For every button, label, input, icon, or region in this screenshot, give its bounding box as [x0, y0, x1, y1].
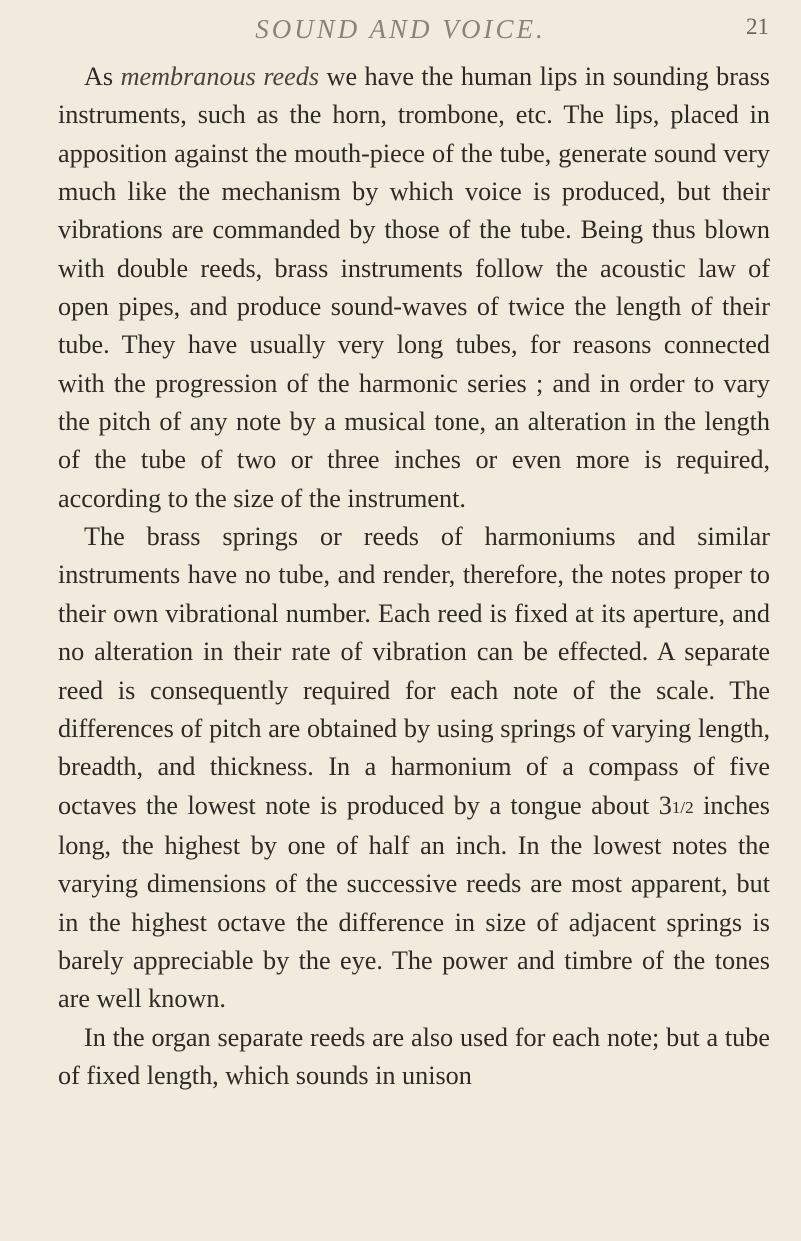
- running-head: [0, 14, 801, 44]
- emphasized-term: membranous reeds: [120, 62, 320, 91]
- paragraph-text: The brass springs or reeds of harmoniums and similar instruments have no tube, and render, therefore, the notes proper to their own vibrational number. Each reed is fixed at its aperture, and no alteration in their rate of vibration can be effected. A separate reed is consequently required for each note of the scale. The differences of pitch are obtained by using springs of varying length, breadth, and thickness. In a harmonium of a compass of five octaves the lowest note is produced by a tongue about 3: [58, 522, 770, 820]
- paragraph-membranous-reeds: [58, 58, 770, 518]
- paragraph-text: inches long, the highest by one of half an inch. In the lowest notes the varying dimensions of the successive reeds are most apparent, but in the highest octave the difference in size of adjacent springs is barely appreciable by the eye. The power and timbre of the tones are well known.: [58, 790, 770, 1014]
- paragraph-text: we have the human lips in sounding brass instruments, such as the horn, trombone, etc. The lips, placed in apposition against the mouth-piece of the tube, generate sound very much like the mechanism by which voice is produced, but their vibrations are commanded by those of the tube. Being thus blown with double reeds, brass instruments follow the acoustic law of open pipes, and produce sound-waves of twice the length of their tube. They have usually very long tubes, for reasons connected with the progression of the harmonic series ; and in order to vary the pitch of any note by a musical tone, an alteration in the length of the tube of two or three inches or even more is required, according to the size of the instrument.: [58, 62, 770, 513]
- paragraph-lead: As: [84, 62, 121, 91]
- fraction: 1/2: [671, 797, 694, 817]
- paragraph-text: In the organ separate reeds are also used for each note; but a tube of fixed length, which sounds in unison: [58, 1022, 770, 1090]
- body-text: [58, 58, 770, 1095]
- running-title: SOUND AND VOICE.: [255, 14, 546, 44]
- paragraph-organ-reeds: [58, 1019, 770, 1096]
- page-number: 21: [746, 14, 769, 39]
- paragraph-harmonium-reeds: [58, 518, 770, 1018]
